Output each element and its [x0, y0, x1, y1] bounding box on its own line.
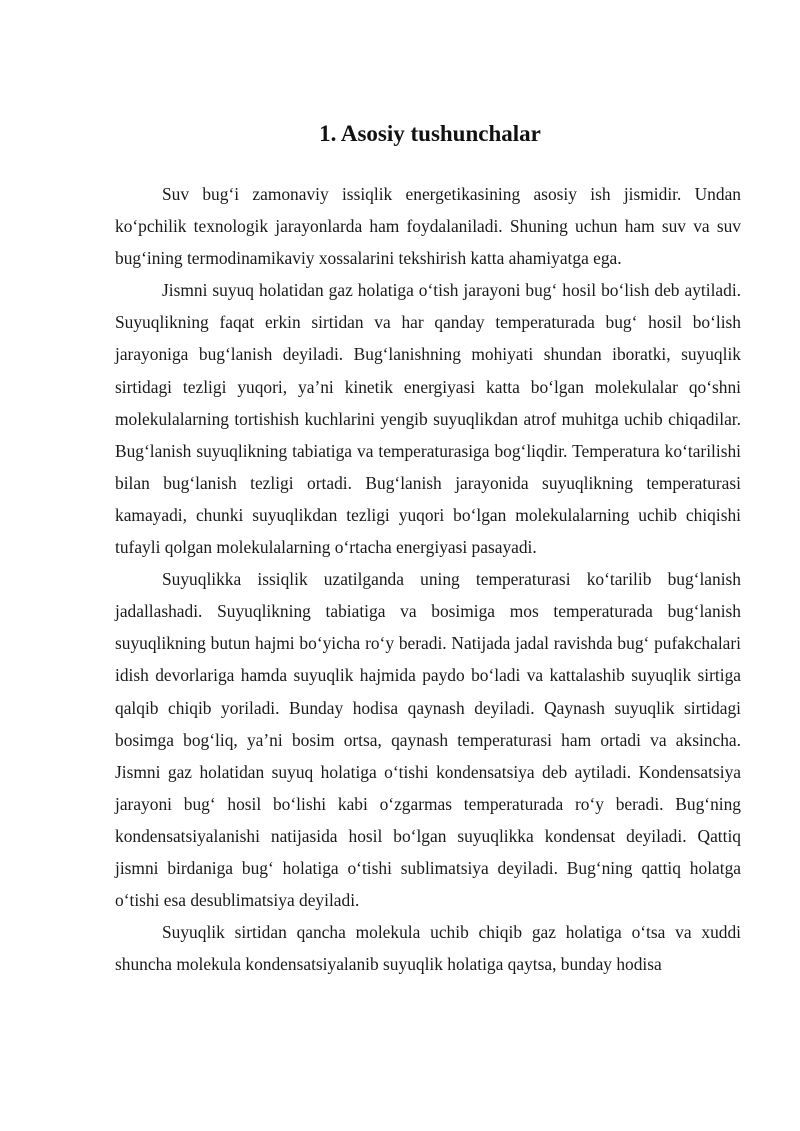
- paragraph: Suyuqlikka issiqlik uzatilganda uning temperaturasi ko‘tarilib bug‘lanish jadallashadi. Suyuqlikning tabiatiga va bosimiga mos temperaturada bug‘lanish suyuqlikning butun hajmi bo‘yicha ro‘y beradi. Natijada jadal ravishda bug‘ pufakchalari idish devorlariga hamda suyuqlik hajmida paydo bo‘ladi va kattalashib suyuqlik sirtiga qalqib chiqib yoriladi. Bunday hodisa qaynash deyiladi. Qaynash suyuqlik sirtidagi bosimga bog‘liq, ya’ni bosim ortsa, qaynash temperaturasi ham ortadi va aksincha. Jismni gaz holatidan suyuq holatiga o‘tishi kondensatsiya deb aytiladi. Kondensatsiya jarayoni bug‘ hosil bo‘lishi kabi o‘zgarmas temperaturada ro‘y beradi. Bug‘ning kondensatsiyalanishi natijasida hosil bo‘lgan suyuqlikka kondensat deyiladi. Qattiq jismni birdaniga bug‘ holatiga o‘tishi sublimatsiya deyiladi. Bug‘ning qattiq holatga o‘tishi esa desublimatsiya deyiladi.: [115, 569, 741, 911]
- section-heading: 1. Asosiy tushunchalar: [319, 121, 541, 146]
- paragraph: Jismni suyuq holatidan gaz holatiga o‘tish jarayoni bug‘ hosil bo‘lish deb aytiladi. Suyuqlikning faqat erkin sirtidan va har qanday temperaturada bug‘ hosil bo‘lish jarayoniga bug‘lanish deyiladi. Bug‘lanishning mohiyati shundan iboratki, suyuqlik sirtidagi tezligi yuqori, ya’ni kinetik energiyasi katta bo‘lgan molekulalar qo‘shni molekulalarning tortishish kuchlarini yengib suyuqlikdan atrof muhitga uchib chiqadilar. Bug‘lanish suyuqlikning tabiatiga va temperaturasiga bog‘liqdir. Temperatura ko‘tarilishi bilan bug‘lanish tezligi ortadi. Bug‘lanish jarayonida suyuqlikning temperaturasi kamayadi, chunki suyuqlikdan tezligi yuqori bo‘lgan molekulalarning uchib chiqishi tufayli qolgan molekulalarning o‘rtacha energiyasi pasayadi.: [115, 280, 741, 558]
- paragraph: Suv bug‘i zamonaviy issiqlik energetikasining asosiy ish jismidir. Undan ko‘pchilik texnologik jarayonlarda ham foydalaniladi. Shuning uchun ham suv va suv bug‘ining termodinamikaviy xossalarini tekshirish katta ahamiyatga ega.: [115, 184, 741, 269]
- paragraph: Suyuqlik sirtidan qancha molekula uchib chiqib gaz holatiga o‘tsa va xuddi shuncha molekula kondensatsiyalanib suyuqlik holatiga qaytsa, bunday hodisa: [115, 922, 741, 975]
- body-text: [115, 178, 741, 980]
